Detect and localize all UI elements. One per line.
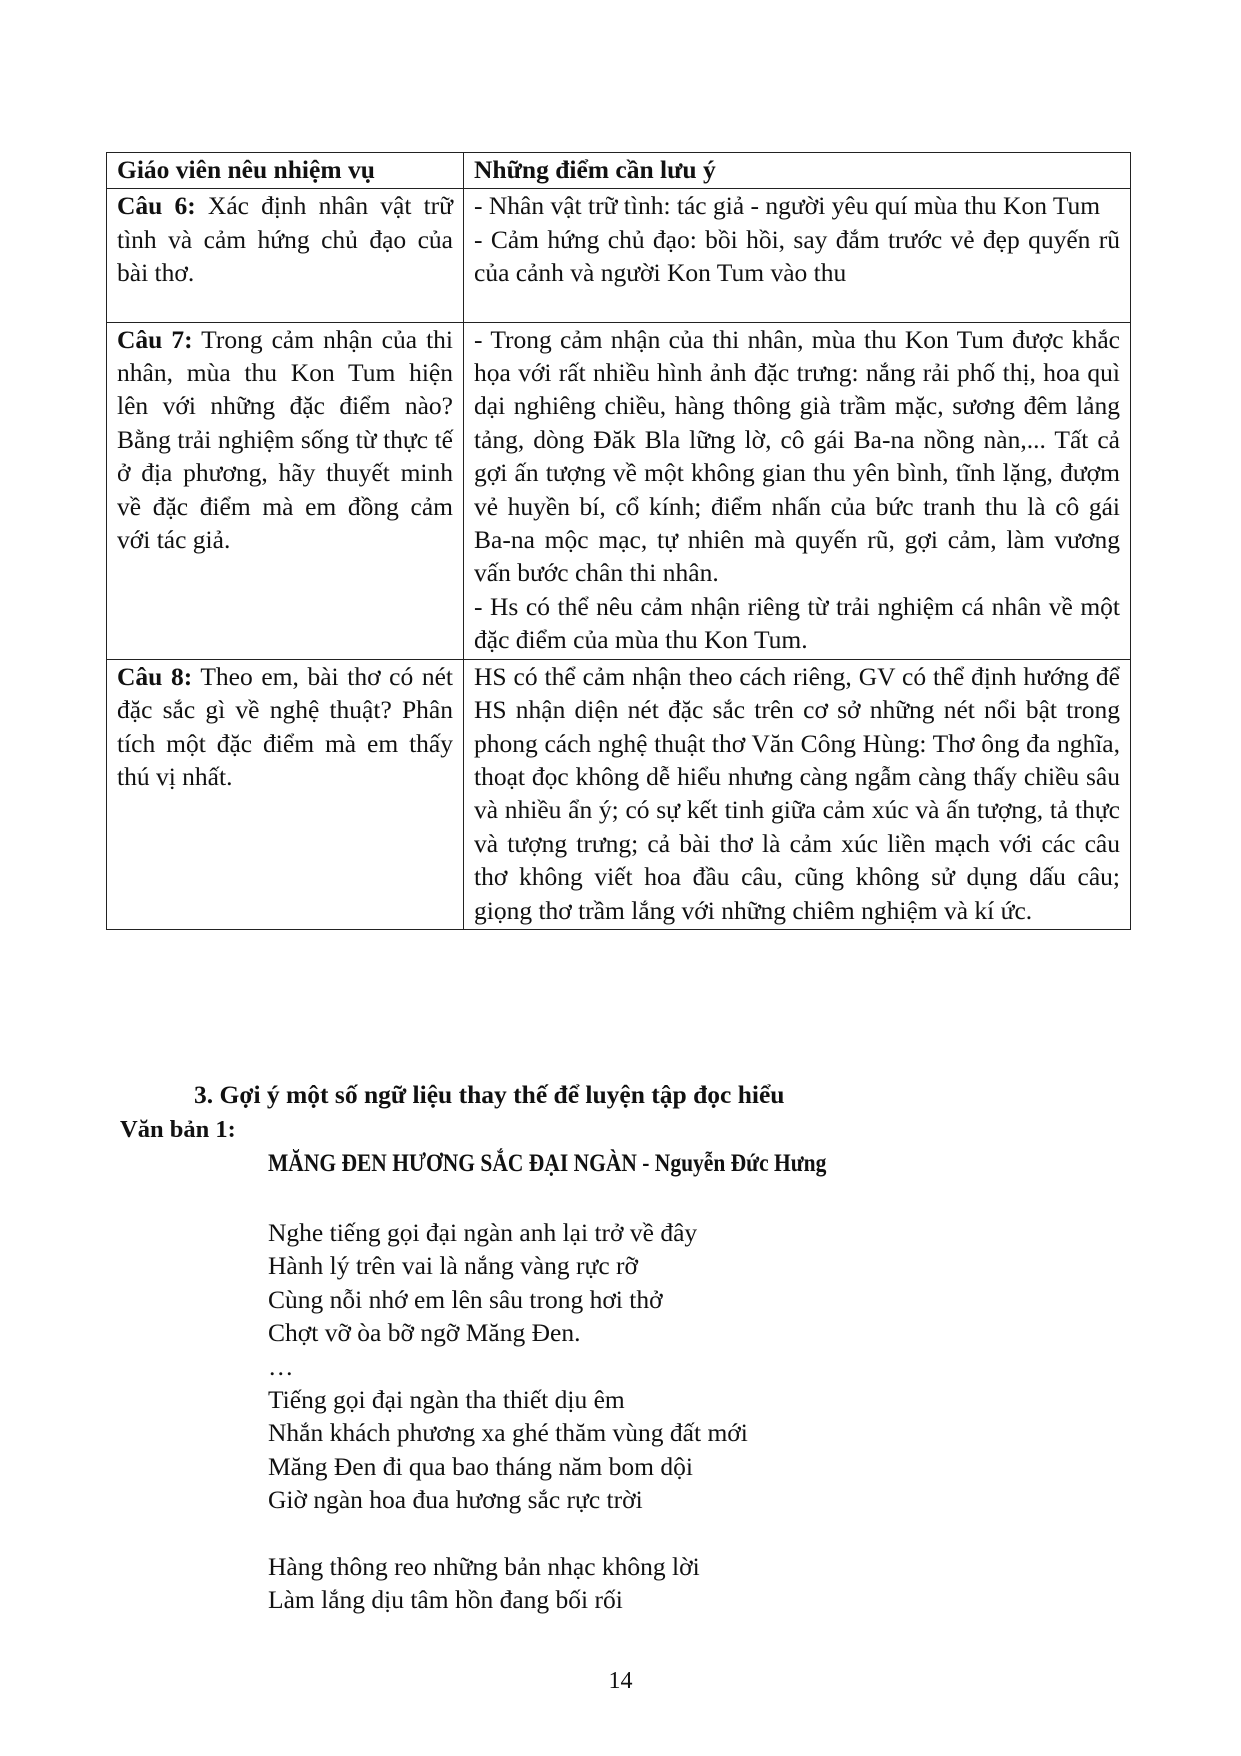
- header-teacher-task: Giáo viên nêu nhiệm vụ: [107, 153, 464, 189]
- table-row: [107, 322, 1131, 659]
- question-cell: [107, 322, 464, 659]
- section-heading: 3. Gợi ý một số ngữ liệu thay thế để luyện tập đọc hiểu: [194, 1080, 785, 1109]
- poem-body: [268, 1216, 748, 1617]
- task-table: [106, 152, 1131, 930]
- question-label: Câu 7:: [117, 324, 193, 354]
- answer-cell: [464, 189, 1131, 322]
- poem-line: Nhắn khách phương xa ghé thăm vùng đất mới: [268, 1418, 748, 1448]
- poem-stanza: [268, 1550, 748, 1617]
- table-row: [107, 659, 1131, 929]
- question-cell: [107, 189, 464, 322]
- answer-cell: [464, 322, 1131, 659]
- question-cell: [107, 659, 464, 929]
- poem-line: Làm lắng dịu tâm hồn đang bối rối: [268, 1585, 623, 1615]
- answer-line: - Cảm hứng chủ đạo: bồi hồi, say đắm trước vẻ đẹp quyến rũ của cảnh và người Kon Tum vào thu: [474, 224, 1120, 288]
- answer-line: - Nhân vật trữ tình: tác giả - người yêu quí mùa thu Kon Tum: [474, 191, 1101, 221]
- poem-line: Măng Đen đi qua bao tháng năm bom dội: [268, 1451, 693, 1481]
- question-label: Câu 6:: [117, 191, 196, 221]
- question-text: Xác định nhân vật trữ tình và cảm hứng chủ đạo của bài thơ.: [117, 191, 453, 288]
- table-row: [107, 189, 1131, 322]
- header-notes: Những điểm cần lưu ý: [464, 153, 1131, 189]
- poem-stanza: [268, 1216, 748, 1517]
- poem-line: Nghe tiếng gọi đại ngàn anh lại trở về đây: [268, 1218, 698, 1247]
- poem-line: Cùng nỗi nhớ em lên sâu trong hơi thở: [268, 1284, 663, 1314]
- question-label: Câu 8:: [117, 661, 193, 691]
- poem-title: MĂNG ĐEN HƯƠNG SẮC ĐẠI NGÀN - Nguyễn Đức Hưng: [268, 1150, 827, 1177]
- poem-line: Giờ ngàn hoa đua hương sắc rực trời: [268, 1485, 643, 1515]
- answer-line: HS có thể cảm nhận theo cách riêng, GV có thể định hướng để HS nhận diện nét đặc sắc trên cơ sở những nét nổi bật trong phong cách nghệ thuật thơ Văn Công Hùng: Thơ ông đa nghĩa, thoạt đọc không dễ hiểu nhưng càng ngẫm càng thấy chiều sâu và nhiều ẩn ý; có sự kết tinh giữa cảm xúc và ấn tượng, tả thực và tượng trưng; cả bài thơ là cảm xúc liền mạch với các câu thơ không viết hoa đầu câu, cũng không sử dụng dấu câu; giọng thơ trầm lắng với những chiêm nghiệm và kí ức.: [474, 661, 1120, 925]
- page-number: 14: [608, 1668, 633, 1694]
- poem-line: Chợt vỡ òa bỡ ngỡ Măng Đen.: [268, 1318, 581, 1348]
- question-text: Trong cảm nhận của thi nhân, mùa thu Kon Tum hiện lên với những đặc điểm nào? Bằng trải nghiệm sống từ thực tế ở địa phương, hãy thuyết minh về đặc điểm mà em đồng cảm với tác giả.: [117, 324, 453, 555]
- answer-cell: [464, 659, 1131, 929]
- answer-line: - Hs có thể nêu cảm nhận riêng từ trải nghiệm cá nhân về một đặc điểm của mùa thu Kon Tum.: [474, 591, 1120, 655]
- poem-line: Hành lý trên vai là nắng vàng rực rỡ: [268, 1251, 639, 1281]
- answer-line: - Trong cảm nhận của thi nhân, mùa thu Kon Tum được khắc họa với rất nhiều hình ảnh đặc trưng: nắng rải phố thị, hoa quì dại nghiêng chiều, hàng thông già trầm mặc, sương đêm lảng tảng, dòng Đăk Bla lững lờ, cô gái Ba-na nồng nàn,... Tất cả gợi ấn tượng về một không gian thu yên bình, tĩnh lặng, đượm vẻ huyền bí, cổ kính; điểm nhấn của bức tranh thu là cô gái Ba-na mộc mạc, tự nhiên mà quyến rũ, gợi cảm, làm vương vấn bước chân thi nhân.: [474, 324, 1120, 588]
- text-label: Văn bản 1:: [120, 1116, 236, 1143]
- question-text: Theo em, bài thơ có nét đặc sắc gì về nghệ thuật? Phân tích một đặc điểm mà em thấy thú vị nhất.: [117, 661, 454, 791]
- table-header-row: [107, 153, 1131, 189]
- poem-ellipsis: …: [268, 1351, 294, 1381]
- poem-line: Tiếng gọi đại ngàn tha thiết dịu êm: [268, 1385, 625, 1415]
- poem-line: Hàng thông reo những bản nhạc không lời: [268, 1552, 700, 1582]
